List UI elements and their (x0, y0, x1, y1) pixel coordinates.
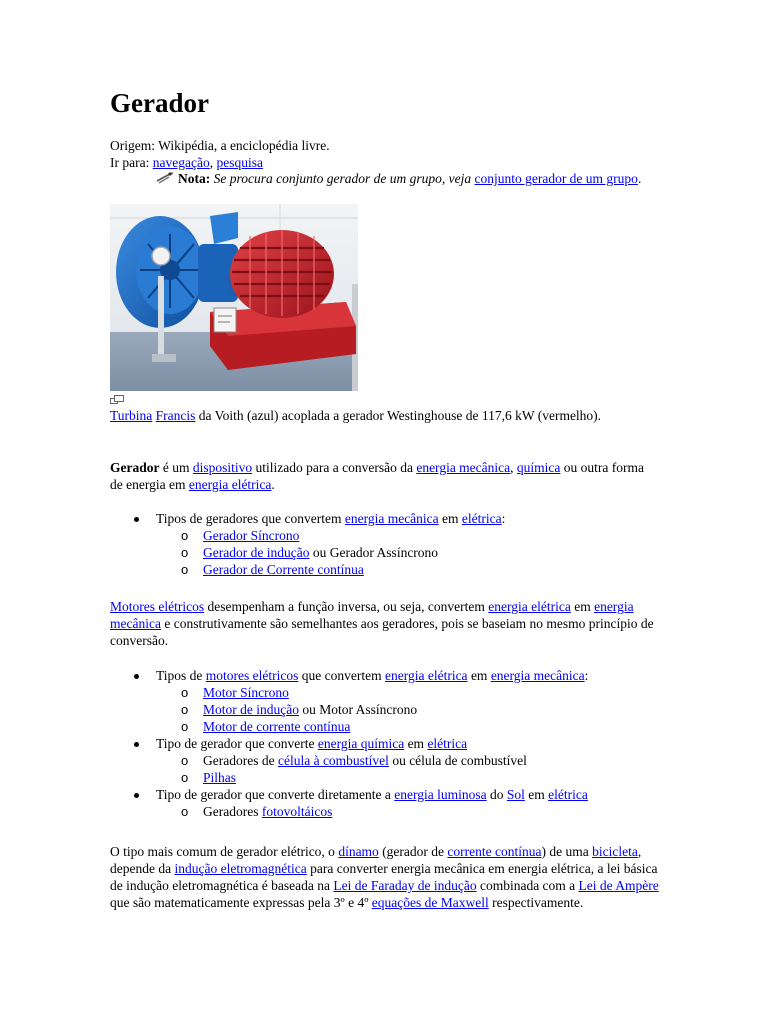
motors-paragraph (110, 598, 660, 649)
sub-list-item (156, 803, 670, 820)
image-caption (110, 407, 660, 424)
link-motor-inducao[interactable]: Motor de indução (203, 702, 299, 717)
caption-link-turbina[interactable]: Turbina (110, 408, 153, 423)
sub-list-item (156, 701, 670, 718)
list-text: ou Gerador Assíncrono (309, 545, 439, 560)
link-quimica[interactable]: química (516, 460, 561, 475)
intro-text: ou outra forma de energia em (110, 460, 645, 492)
link-energia-mecanica[interactable]: energia mecânica (110, 599, 634, 631)
goto-label: Ir para: (110, 155, 150, 170)
origin-text: Wikipédia, a enciclopédia livre. (158, 138, 330, 153)
list-item (110, 510, 670, 578)
link-lei-faraday[interactable]: Lei de Faraday de indução (333, 878, 477, 893)
list-text: ou célula de combustível (392, 753, 527, 768)
link-equacoes-maxwell[interactable]: equações de Maxwell (371, 895, 489, 910)
paragraph-text: para converter energia mecânica em energia elétrica, a lei básica de indução eletromagnética é baseada na (110, 861, 658, 893)
navigation-link[interactable]: navegação (152, 155, 210, 170)
intro-paragraph (110, 459, 660, 493)
sub-list-item (156, 561, 670, 578)
list-text: Tipos de geradores que convertem (156, 511, 342, 526)
paragraph-text: que são matematicamente expressas pela 3º e 4º (110, 895, 369, 910)
link-motores-eletricos[interactable]: Motores elétricos (110, 599, 205, 614)
caption-link-francis[interactable]: Francis (155, 408, 196, 423)
link-inducao-eletromagnetica[interactable]: indução eletromagnética (174, 861, 307, 876)
note-scissors-icon (156, 171, 174, 183)
paragraph-text: ) de uma (541, 844, 589, 859)
list-text: em (470, 668, 488, 683)
sub-list (156, 684, 670, 735)
link-energia-mecanica[interactable]: energia mecânica (416, 460, 511, 475)
sub-list (156, 803, 670, 820)
paragraph-text: desempenham a função inversa, ou seja, convertem (207, 599, 485, 614)
link-energia-eletrica[interactable]: energia elétrica (384, 668, 468, 683)
generator-types-list (110, 510, 670, 578)
list-text: Tipos de (156, 668, 203, 683)
sub-list (156, 527, 670, 578)
intro-text: utilizado para a conversão da (255, 460, 413, 475)
intro-text: . (271, 477, 275, 492)
link-eletrica[interactable]: elétrica (461, 511, 502, 526)
list-item (110, 786, 670, 820)
generator-photo[interactable] (110, 204, 358, 391)
goto-separator: , (209, 155, 214, 170)
sub-list-item (156, 752, 670, 769)
link-eletrica[interactable]: elétrica (427, 736, 468, 751)
list-text: Tipo de gerador que converte diretamente a (156, 787, 391, 802)
link-energia-mecanica[interactable]: energia mecânica (490, 668, 585, 683)
list-text: Geradores de (203, 753, 275, 768)
list-text: Tipo de gerador que converte (156, 736, 315, 751)
link-energia-luminosa[interactable]: energia luminosa (394, 787, 487, 802)
sub-list-item (156, 718, 670, 735)
link-fotovoltaicos[interactable]: fotovoltáicos (261, 804, 333, 819)
list-text: : (501, 511, 506, 526)
list-text: do (490, 787, 504, 802)
link-pilhas[interactable]: Pilhas (203, 770, 237, 785)
paragraph-text: e construtivamente são semelhantes aos geradores, pois se baseiam no mesmo princípio de conversão. (110, 616, 654, 648)
list-text: em (442, 511, 459, 526)
link-motor-sincrono[interactable]: Motor Síncrono (203, 685, 289, 700)
link-celula-combustivel[interactable]: célula à combustível (277, 753, 389, 768)
sub-list-item (156, 684, 670, 701)
intro-text: é um (162, 460, 190, 475)
link-bicicleta[interactable]: bicicleta (592, 844, 638, 859)
paragraph-text: em (574, 599, 591, 614)
list-text: que convertem (301, 668, 382, 683)
link-energia-eletrica[interactable]: energia elétrica (488, 599, 571, 614)
link-dispositivo[interactable]: dispositivo (192, 460, 253, 475)
search-link[interactable]: pesquisa (216, 155, 263, 170)
list-text: ou Motor Assíncrono (298, 702, 418, 717)
page-title: Gerador (110, 88, 209, 118)
paragraph-text: , depende da (110, 844, 642, 876)
link-sol[interactable]: Sol (506, 787, 525, 802)
link-motores-eletricos[interactable]: motores elétricos (205, 668, 299, 683)
disambiguation-note (156, 170, 656, 187)
link-lei-ampere[interactable]: Lei de Ampère (578, 878, 659, 893)
dynamo-paragraph (110, 843, 660, 911)
intro-text: , (510, 460, 514, 475)
link-gerador-inducao[interactable]: Gerador de indução (203, 545, 310, 560)
link-energia-mecanica[interactable]: energia mecânica (344, 511, 439, 526)
note-end: . (637, 171, 642, 186)
link-gerador-corrente-continua[interactable]: Gerador de Corrente contínua (203, 562, 364, 577)
list-text: : (584, 668, 589, 683)
note-link[interactable]: conjunto gerador de um grupo (474, 171, 638, 186)
list-text: Geradores (203, 804, 259, 819)
goto-line (110, 154, 263, 171)
list-item (110, 667, 670, 735)
origin-label: Origem: (110, 138, 155, 153)
motor-types-list (110, 667, 670, 820)
caption-text: da Voith (azul) acoplada a gerador Westinghouse de 117,6 kW (vermelho). (198, 408, 602, 423)
intro-bold-term: Gerador (110, 460, 160, 475)
link-gerador-sincrono[interactable]: Gerador Síncrono (203, 528, 300, 543)
paragraph-text: combinada com a (479, 878, 576, 893)
sub-list-item (156, 769, 670, 786)
link-motor-corrente-continua[interactable]: Motor de corrente contínua (203, 719, 351, 734)
list-item (110, 735, 670, 786)
note-label: Nota: (178, 171, 211, 186)
list-text: em (528, 787, 545, 802)
sub-list (156, 752, 670, 786)
note-text: Se procura conjunto gerador de um grupo, veja (213, 171, 472, 186)
sub-list-item (156, 527, 670, 544)
sub-list-item (156, 544, 670, 561)
link-eletrica[interactable]: elétrica (548, 787, 588, 802)
link-energia-quimica[interactable]: energia química (317, 736, 405, 751)
link-corrente-continua[interactable]: corrente contínua (447, 844, 542, 859)
paragraph-text: O tipo mais comum de gerador elétrico, o (110, 844, 335, 859)
paragraph-text: respectivamente. (492, 895, 584, 910)
link-energia-eletrica[interactable]: energia elétrica (188, 477, 272, 492)
list-text: em (407, 736, 425, 751)
enlarge-icon[interactable] (110, 391, 124, 400)
paragraph-text: (gerador de (382, 844, 445, 859)
origin-line (110, 137, 330, 154)
link-dinamo[interactable]: dínamo (338, 844, 379, 859)
